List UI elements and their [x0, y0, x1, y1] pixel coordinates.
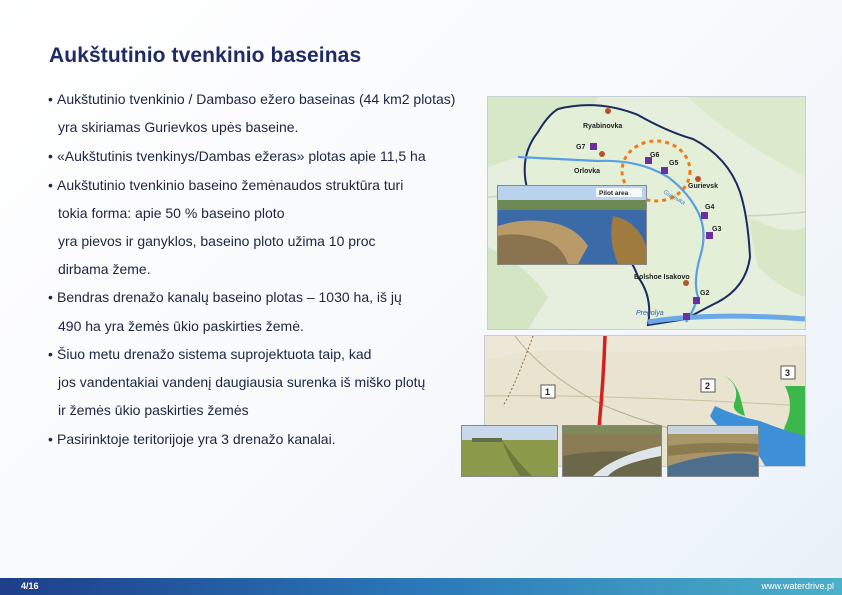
- list-item: jos vandentakiai vandenį daugiausia surenka iš miško plotų: [58, 374, 426, 390]
- station-label: G4: [705, 204, 715, 211]
- pregolya-label: Pregolya: [636, 310, 664, 317]
- list-item: • «Aukštutinis tvenkinys/Dambas ežeras» plotas apie 11,5 ha: [48, 148, 426, 164]
- bullet-dot: •: [48, 91, 53, 107]
- basin-map: [487, 96, 806, 330]
- canal-photo-2: [562, 425, 662, 477]
- page-title: Aukštutinio tvenkinio baseinas: [49, 44, 362, 67]
- canal-photo-1: [461, 425, 558, 477]
- pilot-area-label: Pilot area: [599, 190, 629, 197]
- village-label: Bolshoe Isakovo: [634, 274, 690, 281]
- village-label: Gurievsk: [688, 183, 718, 190]
- station-label: G3: [712, 226, 722, 233]
- list-item: • Aukštutinio tvenkinio baseino žemėnaudos struktūra turi: [48, 177, 404, 193]
- station-label: G2: [700, 290, 710, 297]
- footer-bar: [0, 578, 842, 595]
- bullet-dot: •: [48, 177, 53, 193]
- pilot-area-photo: [497, 185, 647, 265]
- canal-photo-3: [667, 425, 759, 477]
- canal-label: 3: [785, 368, 791, 378]
- river-label: Gurievka: [662, 189, 686, 207]
- station-label: G6: [650, 152, 660, 159]
- website-link[interactable]: www.waterdrive.pl: [761, 581, 834, 591]
- list-item: ir žemės ūkio paskirties žemės: [58, 402, 249, 418]
- bullet-dot: •: [48, 289, 53, 305]
- page-number: 4/16: [21, 581, 39, 591]
- list-item: tokia forma: apie 50 % baseino ploto: [58, 205, 285, 221]
- canal-label: 2: [705, 381, 711, 391]
- village-label: Ryabinovka: [583, 123, 623, 130]
- list-item: yra pievos ir ganyklos, baseino ploto užima 10 proc: [58, 233, 376, 249]
- village-label: Orlovka: [574, 168, 601, 175]
- canal-label: 1: [545, 387, 551, 397]
- list-item: • Šiuo metu drenažo sistema suprojektuota taip, kad: [48, 346, 372, 362]
- bullet-dot: •: [48, 346, 53, 362]
- list-item: yra skiriamas Gurievkos upės baseine.: [58, 119, 299, 135]
- station-label: G5: [669, 160, 679, 167]
- list-item: • Bendras drenažo kanalų baseino plotas – 1030 ha, iš jų: [48, 289, 402, 305]
- list-item: • Aukštutinio tvenkinio / Dambaso ežero baseinas (44 km2 plotas): [48, 91, 456, 107]
- list-item: • Pasirinktoje teritorijoje yra 3 drenažo kanalai.: [48, 431, 336, 447]
- list-item: 490 ha yra žemės ūkio paskirties žemė.: [58, 318, 304, 334]
- bullet-dot: •: [48, 148, 53, 164]
- list-item: dirbama žeme.: [58, 261, 151, 277]
- station-label: G7: [576, 144, 586, 151]
- bullet-dot: •: [48, 431, 53, 447]
